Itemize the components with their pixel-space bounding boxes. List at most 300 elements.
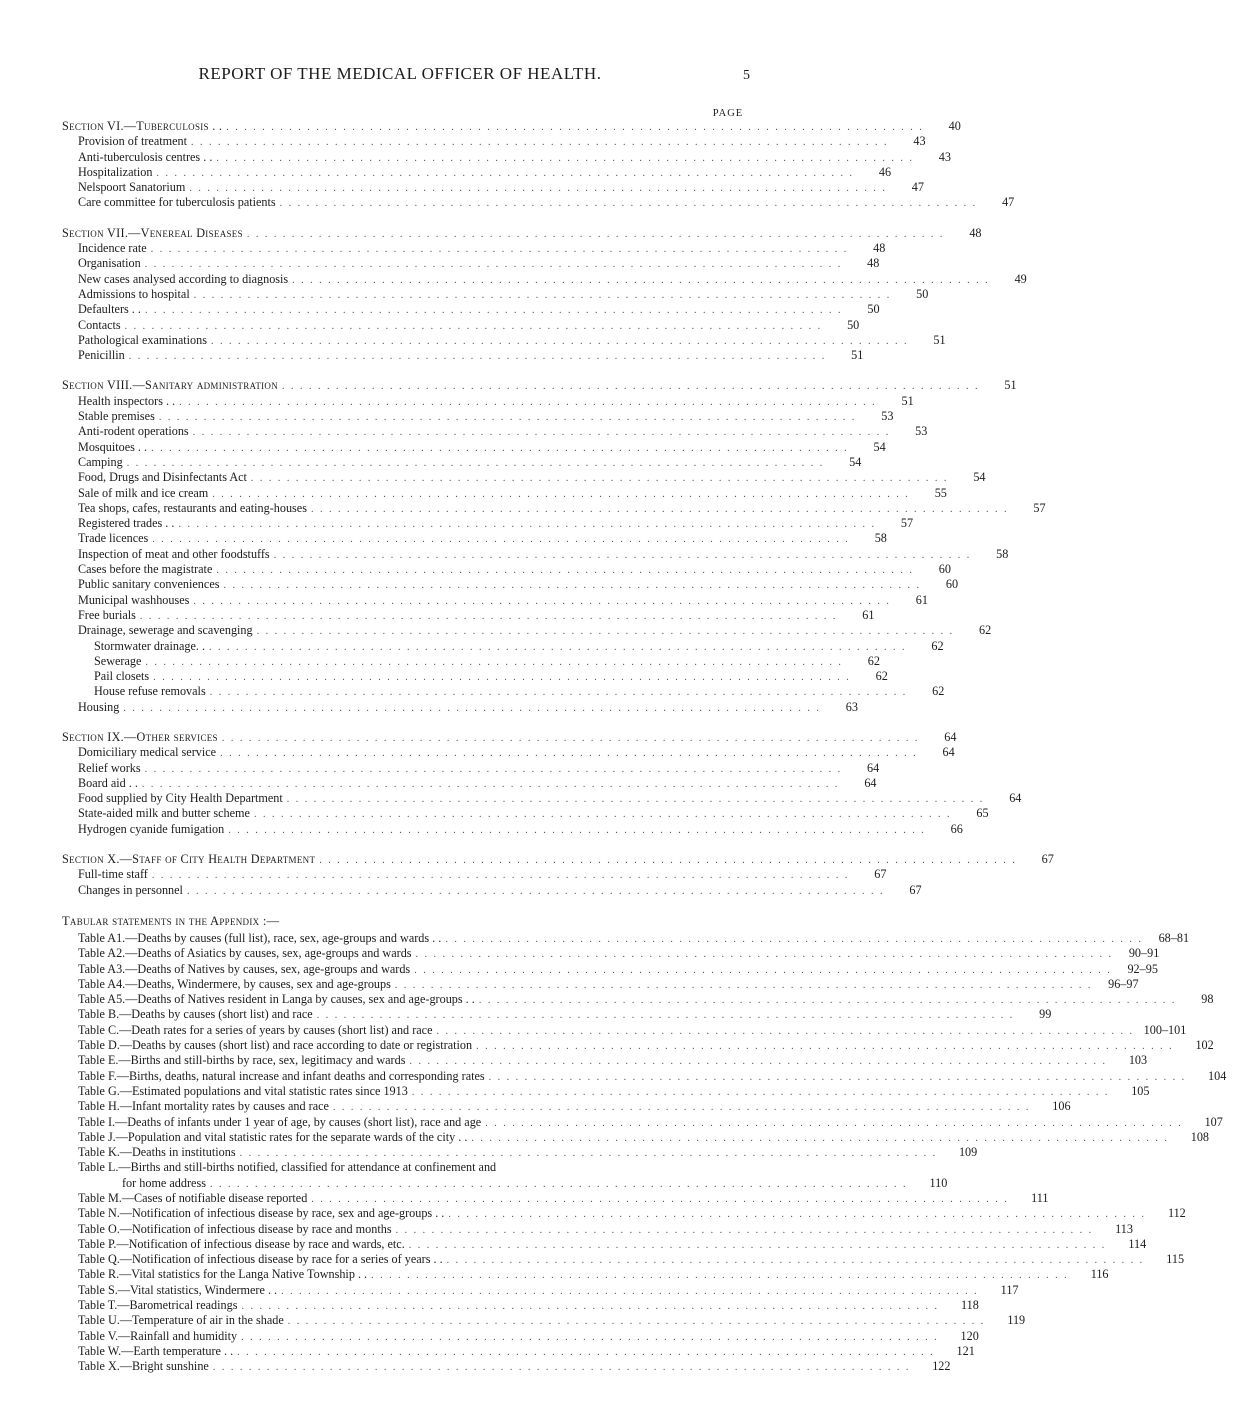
entry-page: 43: [913, 134, 926, 149]
entry-page: 96–97: [1108, 976, 1139, 991]
table-entry: [62, 1298, 979, 1313]
entry-label: Pail closets: [94, 669, 150, 684]
entry-label: Cases before the magistrate: [78, 562, 213, 577]
dot-leader: . . . . . . . . . . . . . . . . . . . . . . . . . . . . . . . . . . . . . . . . . . . . . . . . . . . . . . . . . . . . . . . . . . . . . . . . . . . . . .: [311, 1194, 1009, 1205]
entry-label: Care committee for tuberculosis patients: [78, 195, 276, 210]
entry-page: 61: [862, 607, 875, 622]
dot-leader: . . . . . . . . . . . . . . . . . . . . . . . . . . . . . . . . . . . . . . . . . . . . . . . . . . . . . . . . . . . . . . . . . . . . . . . . . . . . . .: [409, 1056, 1107, 1068]
dot-leader: . . . . . . . . . . . . . . . . . . . . . . . . . . . . . . . . . . . . . . . . . . . . . . . . . . . . . . . . . . . . . . . . . . . . . . . . . . . . . .: [209, 687, 908, 699]
dot-leader: . . . . . . . . . . . . . . . . . . . . . . . . . . . . . . . . . . . . . . . . . . . . . . . . . . . . . . . . . . . . . . . . . . . . . . . . . . . . . .: [216, 565, 914, 577]
dot-leader: . . . . . . . . . . . . . . . . . . . . . . . . . . . . . . . . . . . . . . . . . . . . . . . . . . . . . . . . . . . . . . . . . . . . . . . . . . . . . .: [395, 1224, 1094, 1236]
entry-label: Hydrogen cyanide fumigation: [78, 821, 225, 836]
dot-leader: . . . . . . . . . . . . . . . . . . . . . . . . . . . . . . . . . . . . . . . . . . . . . . . . . . . . . . . . . . . . . . . . . . . . . . . . . . . . . .: [179, 396, 877, 408]
table-of-contents: [62, 119, 1227, 1375]
table-entry: [62, 1221, 1133, 1237]
entry-page: 122: [932, 1359, 951, 1374]
dot-leader: . . . . . . . . . . . . . . . . . . . . . . . . . . . . . . . . . . . . . . . . . . . . . . . . . . . . . . . . . . . . . . . . . . . . . . . . . . . . . .: [144, 259, 843, 271]
dot-leader: . . . . . . . . . . . . . . . . . . . . . . . . . . . . . . . . . . . . . . . . . . . . . . . . . . . . . . . . . . . . . . . . . . . . . . . . . . . . . .: [436, 1025, 1134, 1037]
entry-page: 105: [1131, 1083, 1150, 1098]
entry-label: Table V.—Rainfall and humidity: [78, 1328, 238, 1343]
toc-entry: [62, 164, 892, 180]
entry-label: Contacts: [78, 317, 121, 332]
entry-label: Changes in personnel: [78, 882, 183, 897]
dot-leader: . . . . . . . . . . . . . . . . . . . . . . . . . . . . . . . . . . . . . . . . . . . . . . . . . . . . . . . . . . . . . . . . . . . . . . . . . . . . . .: [151, 870, 850, 882]
entry-page: 119: [1007, 1313, 1026, 1328]
entry-label: Section VI.—Tuberculosis . .: [62, 119, 223, 133]
entry-page: 47: [1002, 195, 1015, 210]
entry-page: 110: [929, 1175, 948, 1190]
toc-entry: [62, 302, 880, 317]
entry-page: 60: [938, 562, 951, 577]
entry-page: 64: [867, 760, 880, 775]
entry-page: 68–81: [1158, 930, 1190, 945]
dot-leader: . . . . . . . . . . . . . . . . . . . . . . . . . . . . . . . . . . . . . . . . . . . . . . . . . . . . . . . . . . . . . . . . . . . . . . . . . . . . . .: [228, 824, 926, 836]
dot-leader: . . . . . . . . . . . . . . . . . . . . . . . . . . . . . . . . . . . . . . . . . . . . . . . . . . . . . . . . . . . . . . . . . . . . . . . . . . . . . .: [189, 183, 887, 195]
table-entry: [62, 1038, 1214, 1053]
table-entry: [62, 1022, 1187, 1038]
entry-label: Housing: [78, 699, 120, 714]
page-header: [0, 64, 800, 88]
table-entry: [62, 1343, 975, 1359]
toc-entry: [62, 623, 992, 638]
table-entry: [62, 1328, 979, 1344]
toc-entry: [62, 134, 926, 149]
dot-leader: . . . . . . . . . . . . . . . . . . . . . . . . . . . . . . . . . . . . . . . . . . . . . . . . . . . . . . . . . . . . . . . . . . . . . . . . . . . . . .: [158, 412, 857, 424]
entry-page: 60: [945, 577, 959, 592]
entry-label: Table A2.—Deaths of Asiatics by causes, sex, age-groups and wards: [78, 946, 412, 961]
dot-leader: . . . . . . . . . . . . . . . . . . . . . . . . . . . . . . . . . . . . . . . . . . . . . . . . . . . . . . . . . . . . . . . . . . . . . . . . . . . . . .: [178, 519, 876, 531]
entry-label: Table C.—Death rates for a series of years by causes (short list) and race: [78, 1022, 433, 1037]
dot-leader: . . . . . . . . . . . . . . . . . . . . . . . . . . . . . . . . . . . . . . . . . . . . . . . . . . . . . . . . . . . . . . . . . . . . . . . . . . . . . .: [123, 702, 821, 714]
entry-page: 53: [881, 409, 894, 424]
entry-label: Table P.—Notification of infectious disease by race and wards, etc.: [78, 1236, 405, 1251]
entry-page: 102: [1195, 1038, 1214, 1053]
dot-leader: . . . . . . . . . . . . . . . . . . . . . . . . . . . . . . . . . . . . . . . . . . . . . . . . . . . . . . . . . . . . . . . . . . . . . . . . . . . . . .: [411, 1086, 1110, 1098]
dot-leader: . . . . . . . . . . . . . . . . . . . . . . . . . . . . . . . . . . . . . . . . . . . . . . . . . . . . . . . . . . . . . . . . . . . . . . . . . . . . . .: [282, 381, 980, 393]
dot-leader: . . . . . . . . . . . . . . . . . . . . . . . . . . . . . . . . . . . . . . . . . . . . . . . . . . . . . . . . . . . . . . . . . . . . . . . . . . . . . .: [156, 167, 854, 179]
dot-leader: . . . . . . . . . . . . . . . . . . . . . . . . . . . . . . . . . . . . . . . . . . . . . . . . . . . . . . . . . . . . . . . . . . . . . . . . . . . . . .: [191, 137, 889, 149]
entry-label: Nelspoort Sanatorium: [78, 180, 186, 195]
entry-page: 47: [911, 180, 924, 195]
dot-leader: . . . . . . . . . . . . . . . . . . . . . . . . . . . . . . . . . . . . . . . . . . . . . . . . . . . . . . . . . . . . . . . . . . . . . . . . . . . . . .: [371, 1270, 1069, 1282]
entry-page: 67: [1041, 852, 1054, 867]
dot-leader: . . . . . . . . . . . . . . . . . . . . . . . . . . . . . . . . . . . . . . . . . . . . . . . . . . . . . . . . . . . . . . . . . . . . . . . . . . . . . .: [316, 1010, 1015, 1022]
entry-label: Public sanitary conveniences: [78, 577, 220, 592]
entry-label: Pathological examinations: [78, 332, 207, 347]
dot-leader: . . . . . . . . . . . . . . . . . . . . . . . . . . . . . . . . . . . . . . . . . . . . . . . . . . . . . . . . . . . . . . . . . . . . . . . . . . . . . .: [253, 809, 952, 821]
toc-entry: [62, 424, 928, 439]
dot-leader: . . . . . . . . . . . . . . . . . . . . . . . . . . . . . . . . . . . . . . . . . . . . . . . . . . . . . . . . . . . . . . . . . . . . . . . . . . . . . .: [216, 152, 914, 164]
toc-entry: [62, 882, 922, 898]
section-heading: [62, 119, 961, 134]
entry-label: Table X.—Bright sunshine: [78, 1359, 209, 1374]
toc-entry: [62, 546, 1009, 562]
dot-leader: . . . . . . . . . . . . . . . . . . . . . . . . . . . . . . . . . . . . . . . . . . . . . . . . . . . . . . . . . . . . . . . . . . . . . . . . . . . . . .: [186, 885, 885, 897]
dot-leader: . . . . . . . . . . . . . . . . . . . . . . . . . . . . . . . . . . . . . . . . . . . . . . . . . . . . . . . . . . . . . . . . . . . . . . . . . . . . . .: [488, 1071, 1187, 1083]
entry-label: Table S.—Vital statistics, Windermere . .: [78, 1282, 278, 1297]
entry-label: Sale of milk and ice cream: [78, 485, 209, 500]
toc-entry: [62, 256, 880, 271]
entry-page: 51: [901, 393, 914, 408]
entry-page: 113: [1115, 1221, 1133, 1236]
section-gap: [62, 363, 758, 378]
entry-label: Table A3.—Deaths of Natives by causes, sex, age-groups and wards: [78, 961, 411, 976]
entry-page: 54: [973, 470, 986, 485]
entry-label: House refuse removals: [94, 684, 206, 699]
entry-page: 50: [847, 317, 860, 332]
table-entry: [62, 1282, 1019, 1298]
page-number: 5: [743, 68, 750, 83]
dot-leader: . . . . . . . . . . . . . . . . . . . . . . . . . . . . . . . . . . . . . . . . . . . . . . . . . . . . . . . . . . . . . . . . . . . . . . . . . . . . . .: [144, 763, 843, 775]
entry-page: 120: [960, 1328, 979, 1343]
table-entry: [62, 1099, 1071, 1114]
page-column-label: PAGE: [712, 108, 744, 119]
dot-leader: . . . . . . . . . . . . . . . . . . . . . . . . . . . . . . . . . . . . . . . . . . . . . . . . . . . . . . . . . . . . . . . . . . . . . . . . . . . . . .: [209, 1178, 908, 1190]
dot-leader: . . . . . . . . . . . . . . . . . . . . . . . . . . . . . . . . . . . . . . . . . . . . . . . . . . . . . . . . . . . . . . . . . . . . . . . . . . . . . .: [212, 488, 910, 500]
toc-entry: [62, 562, 951, 577]
dot-leader: . . . . . . . . . . . . . . . . . . . . . . . . . . . . . . . . . . . . . . . . . . . . . . . . . . . . . . . . . . . . . . . . . . . . . . . . . . . . . .: [241, 1331, 939, 1343]
toc-entry: [62, 531, 887, 546]
table-entry: [62, 1145, 978, 1160]
table-entry: [62, 1129, 1210, 1145]
table-entry: [62, 961, 1158, 977]
entry-page: 90–91: [1128, 946, 1160, 961]
entry-label: Table A5.—Deaths of Natives resident in Langa by causes, sex and age-groups . .: [78, 992, 475, 1007]
section-heading: [62, 852, 1054, 867]
toc-entry: [62, 180, 924, 195]
entry-label: Table U.—Temperature of air in the shade: [78, 1313, 284, 1328]
toc-entry: [62, 745, 955, 760]
entry-label: Organisation: [78, 256, 141, 271]
entry-label: Table A4.—Deaths, Windermere, by causes, sex and age-groups: [78, 976, 391, 991]
section-gap: [62, 211, 758, 226]
section-heading: [62, 378, 1017, 393]
toc-entry: [62, 699, 858, 715]
toc-entry: [62, 485, 947, 501]
entry-page: 46: [878, 164, 892, 179]
entry-page: 57: [900, 516, 914, 531]
entry-label: Registered trades . .: [78, 516, 175, 531]
toc-entry: [62, 241, 886, 256]
entry-label: Section VIII.—Sanitary administration: [62, 378, 279, 393]
entry-label: for home address: [122, 1175, 206, 1190]
toc-section: [62, 378, 1046, 715]
section-heading: [62, 225, 982, 241]
entry-page: 54: [849, 454, 862, 469]
entry-page: 67: [874, 867, 887, 882]
toc-entry: [62, 806, 989, 821]
entry-label: Table N.—Notification of infectious disease by race, sex and age-groups . .: [78, 1206, 445, 1221]
entry-page: 108: [1190, 1129, 1210, 1144]
entry-page: 58: [996, 546, 1009, 561]
toc-entry: [62, 684, 945, 699]
entry-page: 103: [1128, 1053, 1148, 1068]
toc-entry: [62, 271, 1027, 287]
toc-entry: [62, 607, 875, 623]
dot-leader: . . . . . . . . . . . . . . . . . . . . . . . . . . . . . . . . . . . . . . . . . . . . . . . . . . . . . . . . . . . . . . . . . . . . . . . . . . . . . .: [145, 656, 843, 668]
dot-leader: . . . . . . . . . . . . . . . . . . . . . . . . . . . . . . . . . . . . . . . . . . . . . . . . . . . . . . . . . . . . . . . . . . . . . . . . . . . . . .: [239, 1148, 938, 1160]
toc-entry: [62, 821, 963, 837]
entry-label: Penicillin: [78, 348, 125, 363]
entry-label: Anti-rodent operations: [78, 424, 189, 439]
entry-page: 92–95: [1127, 961, 1158, 976]
entry-page: 109: [958, 1145, 978, 1160]
toc-entry: [62, 149, 951, 165]
dot-leader: . . . . . . . . . . . . . . . . . . . . . . . . . . . . . . . . . . . . . . . . . . . . . . . . . . . . . . . . . . . . . . . . . . . . . . . . . . . . . .: [152, 534, 850, 546]
entry-page: 64: [1009, 791, 1022, 806]
entry-page: 66: [950, 821, 963, 836]
entry-label: Table Q.—Notification of infectious disease by race for a series of years . .: [78, 1252, 443, 1267]
table-entry: [62, 1114, 1223, 1130]
entry-page: 106: [1052, 1099, 1071, 1114]
entry-label: Hospitalization: [78, 164, 153, 179]
entry-page: 51: [933, 332, 946, 347]
entry-label: Anti-tuberculosis centres . .: [78, 149, 213, 164]
dot-leader: . . . . . . . . . . . . . . . . . . . . . . . . . . . . . . . . . . . . . . . . . . . . . . . . . . . . . . . . . . . . . . . . . . . . . . . . . . . . . .: [209, 641, 907, 653]
entry-page: 48: [867, 256, 880, 271]
dot-leader: . . . . . . . . . . . . . . . . . . . . . . . . . . . . . . . . . . . . . . . . . . . . . . . . . . . . . . . . . . . . . . . . . . . . . . . . . . . . . .: [281, 1285, 979, 1297]
entry-page: 43: [938, 149, 951, 164]
table-entry: [62, 992, 1214, 1007]
table-entry: [62, 1160, 758, 1175]
entry-label: Trade licences: [78, 531, 149, 546]
dot-leader: . . . . . . . . . . . . . . . . . . . . . . . . . . . . . . . . . . . . . . . . . . . . . . . . . . . . . . . . . . . . . . . . . . . . . . . . . . . . . .: [153, 672, 851, 684]
section-gap: [62, 898, 758, 913]
toc-entry: [62, 577, 959, 592]
dot-leader: . . . . . . . . . . . . . . . . . . . . . . . . . . . . . . . . . . . . . . . . . . . . . . . . . . . . . . . . . . . . . . . . . . . . . . . . . . . . . .: [310, 503, 1009, 515]
dot-leader: . . . . . . . . . . . . . . . . . . . . . . . . . . . . . . . . . . . . . . . . . . . . . . . . . . . . . . . . . . . . . . . . . . . . . . . . . . . . . .: [414, 964, 1112, 976]
entry-label: Municipal washhouses: [78, 592, 190, 607]
entry-page: 118: [961, 1298, 979, 1313]
entry-label: Table R.—Vital statistics for the Langa Native Township . .: [78, 1267, 368, 1282]
entry-label: Section X.—Staff of City Health Department: [62, 852, 316, 867]
entry-page: 58: [874, 531, 887, 546]
entry-page: 99: [1039, 1007, 1052, 1022]
entry-label: Food supplied by City Health Department: [78, 791, 283, 806]
entry-label: Table B.—Deaths by causes (short list) and race: [78, 1007, 313, 1022]
dot-leader: . . . . . . . . . . . . . . . . . . . . . . . . . . . . . . . . . . . . . . . . . . . . . . . . . . . . . . . . . . . . . . . . . . . . . . . . . . . . . .: [446, 1255, 1145, 1267]
entry-page: 62: [931, 638, 944, 653]
entry-label: Section VII.—Venereal Diseases: [62, 225, 243, 240]
dot-leader: . . . . . . . . . . . . . . . . . . . . . . . . . . . . . . . . . . . . . . . . . . . . . . . . . . . . . . . . . . . . . . . . . . . . . . . . . . . . . .: [292, 274, 990, 286]
table-entry: [62, 1007, 1052, 1022]
entry-label: Drainage, sewerage and scavenging: [78, 623, 253, 638]
dot-leader: . . . . . . . . . . . . . . . . . . . . . . . . . . . . . . . . . . . . . . . . . . . . . . . . . . . . . . . . . . . . . . . . . . . . . . . . . . . . . .: [448, 1209, 1146, 1221]
entry-label: Table H.—Infant mortality rates by causes and race: [78, 1099, 329, 1114]
entry-label: Relief works: [78, 760, 141, 775]
toc-entry: [62, 669, 888, 684]
entry-page: 64: [942, 745, 955, 760]
entry-page: 51: [851, 348, 864, 363]
entry-label: Admissions to hospital: [78, 286, 190, 301]
toc-entry: [62, 348, 864, 363]
entry-label: Mosquitoes . .: [78, 439, 148, 454]
dot-leader: . . . . . . . . . . . . . . . . . . . . . . . . . . . . . . . . . . . . . . . . . . . . . . . . . . . . . . . . . . . . . . . . . . . . . . . . . . . . . .: [220, 748, 918, 760]
toc-entry: [62, 760, 880, 776]
dot-leader: . . . . . . . . . . . . . . . . . . . . . . . . . . . . . . . . . . . . . . . . . . . . . . . . . . . . . . . . . . . . . . . . . . . . . . . . . . . . . .: [476, 1041, 1174, 1053]
entry-page: 111: [1031, 1191, 1049, 1205]
entry-label: Table D.—Deaths by causes (short list) and race according to date or registration: [78, 1038, 473, 1053]
table-entry: [62, 1313, 1026, 1328]
entry-label: Food, Drugs and Disinfectants Act: [78, 470, 247, 485]
dot-leader: . . . . . . . . . . . . . . . . . . . . . . . . . . . . . . . . . . . . . . . . . . . . . . . . . . . . . . . . . . . . . . . . . . . . . . . . . . . . . .: [394, 979, 1093, 991]
entry-page: 49: [1014, 271, 1027, 286]
entry-label: Inspection of meat and other foodstuffs: [78, 546, 270, 561]
entry-label: State-aided milk and butter scheme: [78, 806, 250, 821]
entry-label: Table F.—Births, deaths, natural increase and infant deaths and corresponding rates: [78, 1068, 485, 1083]
entry-page: 107: [1204, 1114, 1223, 1129]
entry-label: Stormwater drainage. .: [94, 638, 206, 653]
section-heading: [62, 729, 957, 745]
toc-entry: [62, 195, 1015, 210]
dot-leader: . . . . . . . . . . . . . . . . . . . . . . . . . . . . . . . . . . . . . . . . . . . . . . . . . . . . . . . . . . . . . . . . . . . . . . . . . . . . . .: [193, 289, 892, 301]
entry-label: Table L.—Births and still-births notified, classified for attendance at confinement and: [78, 1160, 497, 1175]
table-entry: [62, 1359, 951, 1374]
entry-label: Sewerage: [94, 653, 142, 668]
entry-page: 62: [867, 653, 880, 668]
dot-leader: . . . . . . . . . . . . . . . . . . . . . . . . . . . . . . . . . . . . . . . . . . . . . . . . . . . . . . . . . . . . . . . . . . . . . . . . . . . . . .: [246, 228, 945, 240]
dot-leader: . . . . . . . . . . . . . . . . . . . . . . . . . . . . . . . . . . . . . . . . . . . . . . . . . . . . . . . . . . . . . . . . . . . . . . . . . . . . . .: [415, 949, 1114, 961]
entry-page: 40: [948, 119, 961, 133]
entry-page: 114: [1128, 1236, 1147, 1251]
entry-page: 54: [873, 439, 886, 454]
dot-leader: . . . . . . . . . . . . . . . . . . . . . . . . . . . . . . . . . . . . . . . . . . . . . . . . . . . . . . . . . . . . . . . . . . . . . . . . . . . . . .: [445, 933, 1143, 945]
entry-page: 115: [1166, 1252, 1185, 1267]
entry-page: 67: [909, 882, 922, 897]
dot-leader: . . . . . . . . . . . . . . . . . . . . . . . . . . . . . . . . . . . . . . . . . . . . . . . . . . . . . . . . . . . . . . . . . . . . . . . . . . . . . .: [128, 351, 827, 363]
entry-page: 53: [915, 424, 928, 439]
entry-label: Table I.—Deaths of infants under 1 year of age, by causes (short list), race and age: [78, 1114, 482, 1129]
dot-leader: . . . . . . . . . . . . . . . . . . . . . . . . . . . . . . . . . . . . . . . . . . . . . . . . . . . . . . . . . . . . . . . . . . . . . . . . . . . . . .: [250, 473, 949, 485]
toc-entry: [62, 454, 862, 470]
table-entry: [62, 1191, 1049, 1206]
toc-entry: [62, 592, 928, 608]
toc-entry: [62, 867, 887, 882]
dot-leader: . . . . . . . . . . . . . . . . . . . . . . . . . . . . . . . . . . . . . . . . . . . . . . . . . . . . . . . . . . . . . . . . . . . . . . . . . . . . . .: [126, 457, 825, 469]
dot-leader: . . . . . . . . . . . . . . . . . . . . . . . . . . . . . . . . . . . . . . . . . . . . . . . . . . . . . . . . . . . . . . . . . . . . . . . . . . . . . .: [273, 549, 972, 561]
toc-entry: [62, 393, 914, 409]
dot-leader: . . . . . . . . . . . . . . . . . . . . . . . . . . . . . . . . . . . . . . . . . . . . . . . . . . . . . . . . . . . . . . . . . . . . . . . . . . . . . .: [223, 580, 921, 592]
dot-leader: . . . . . . . . . . . . . . . . . . . . . . . . . . . . . . . . . . . . . . . . . . . . . . . . . . . . . . . . . . . . . . . . . . . . . . . . . . . . . .: [286, 794, 985, 806]
entry-label: Table M.—Cases of notifiable disease reported: [78, 1191, 308, 1205]
appendix-heading: Tabular statements in the Appendix :—: [62, 913, 280, 928]
dot-leader: . . . . . . . . . . . . . . . . . . . . . . . . . . . . . . . . . . . . . . . . . . . . . . . . . . . . . . . . . . . . . . . . . . . . . . . . . . . . . .: [279, 198, 978, 210]
dot-leader: . . . . . . . . . . . . . . . . . . . . . . . . . . . . . . . . . . . . . . . . . . . . . . . . . . . . . . . . . . . . . . . . . . . . . . . . . . . . . .: [141, 778, 840, 790]
dot-leader: . . . . . . . . . . . . . . . . . . . . . . . . . . . . . . . . . . . . . . . . . . . . . . . . . . . . . . . . . . . . . . . . . . . . . . . . . . . . . .: [210, 335, 909, 347]
entry-page: 50: [916, 286, 929, 301]
toc-entry: [62, 653, 880, 669]
dot-leader: . . . . . . . . . . . . . . . . . . . . . . . . . . . . . . . . . . . . . . . . . . . . . . . . . . . . . . . . . . . . . . . . . . . . . . . . . . . . . .: [144, 305, 843, 317]
table-entry-continuation: [62, 1175, 948, 1191]
entry-label: New cases analysed according to diagnosis: [78, 271, 289, 286]
table-entry: [62, 1206, 1186, 1221]
entry-label: Table O.—Notification of infectious disease by race and months: [78, 1221, 392, 1236]
table-entry: [62, 1267, 1109, 1282]
entry-label: Table T.—Barometrical readings: [78, 1298, 238, 1313]
dot-leader: . . . . . . . . . . . . . . . . . . . . . . . . . . . . . . . . . . . . . . . . . . . . . . . . . . . . . . . . . . . . . . . . . . . . . . . . . . . . . .: [212, 1362, 911, 1374]
toc-entry: [62, 775, 877, 791]
dot-leader: . . . . . . . . . . . . . . . . . . . . . . . . . . . . . . . . . . . . . . . . . . . . . . . . . . . . . . . . . . . . . . . . . . . . . . . . . . . . . .: [192, 427, 891, 439]
toc-entry: [62, 286, 929, 302]
toc-section: [62, 225, 1027, 364]
entry-page: 121: [956, 1343, 975, 1358]
entry-label: Domiciliary medical service: [78, 745, 217, 760]
entry-page: 50: [867, 302, 880, 317]
dot-leader: . . . . . . . . . . . . . . . . . . . . . . . . . . . . . . . . . . . . . . . . . . . . . . . . . . . . . . . . . . . . . . . . . . . . . . . . . . . . . .: [408, 1239, 1107, 1251]
entry-label: Table W.—Earth temperature . .: [78, 1343, 234, 1358]
entry-label: Tea shops, cafes, restaurants and eating-houses: [78, 500, 307, 515]
entry-page: 112: [1167, 1206, 1186, 1221]
entry-label: Defaulters . .: [78, 302, 141, 317]
dot-leader: . . . . . . . . . . . . . . . . . . . . . . . . . . . . . . . . . . . . . . . . . . . . . . . . . . . . . . . . . . . . . . . . . . . . . . . . . . . . . .: [287, 1316, 986, 1328]
toc-entry: [62, 791, 1022, 806]
toc-entry: [62, 500, 1046, 516]
toc-entry: [62, 317, 860, 333]
entry-page: 48: [873, 241, 886, 256]
entry-page: 116: [1090, 1267, 1109, 1282]
dot-leader: . . . . . . . . . . . . . . . . . . . . . . . . . . . . . . . . . . . . . . . . . . . . . . . . . . . . . . . . . . . . . . . . . . . . . . . . . . . . . .: [150, 244, 849, 256]
dot-leader: . . . . . . . . . . . . . . . . . . . . . . . . . . . . . . . . . . . . . . . . . . . . . . . . . . . . . . . . . . . . . . . . . . . . . . . . . . . . . .: [124, 320, 823, 332]
section-gap: [62, 715, 758, 730]
table-entry: [62, 930, 1190, 946]
entry-label: Table J.—Population and vital statistic rates for the separate wards of the city . .: [78, 1129, 468, 1144]
table-entry: [62, 1053, 1148, 1068]
entry-label: Table A1.—Deaths by causes (full list), race, sex, age-groups and wards . .: [78, 930, 442, 945]
entry-page: 55: [934, 485, 947, 500]
toc-entry: [62, 409, 894, 424]
dot-leader: . . . . . . . . . . . . . . . . . . . . . . . . . . . . . . . . . . . . . . . . . . . . . . . . . . . . . . . . . . . . . . . . . . . . . . . . . . . . . .: [478, 995, 1177, 1007]
entry-label: Provision of treatment: [78, 134, 187, 149]
dot-leader: . . . . . . . . . . . . . . . . . . . . . . . . . . . . . . . . . . . . . . . . . . . . . . . . . . . . . . . . . . . . . . . . . . . . . . . . . . . . . .: [256, 626, 955, 638]
entry-page: 65: [976, 806, 989, 821]
entry-label: Section IX.—Other services: [62, 729, 218, 744]
dot-leader: . . . . . . . . . . . . . . . . . . . . . . . . . . . . . . . . . . . . . . . . . . . . . . . . . . . . . . . . . . . . . . . . . . . . . . . . . . . . . .: [139, 610, 838, 622]
entry-label: Board aid . .: [78, 775, 138, 790]
table-entry: [62, 1068, 1227, 1084]
table-entry: [62, 1083, 1150, 1099]
entry-label: Incidence rate: [78, 241, 147, 256]
entry-label: Free burials: [78, 607, 136, 622]
table-entry: [62, 976, 1139, 992]
entry-page: 64: [944, 729, 957, 744]
table-entry: [62, 946, 1160, 961]
entry-page: 117: [1000, 1282, 1019, 1297]
dot-leader: . . . . . . . . . . . . . . . . . . . . . . . . . . . . . . . . . . . . . . . . . . . . . . . . . . . . . . . . . . . . . . . . . . . . . . . . . . . . . .: [226, 122, 924, 133]
dot-leader: . . . . . . . . . . . . . . . . . . . . . . . . . . . . . . . . . . . . . . . . . . . . . . . . . . . . . . . . . . . . . . . . . . . . . . . . . . . . . .: [485, 1117, 1183, 1129]
dot-leader: . . . . . . . . . . . . . . . . . . . . . . . . . . . . . . . . . . . . . . . . . . . . . . . . . . . . . . . . . . . . . . . . . . . . . . . . . . . . . .: [221, 732, 920, 744]
entry-page: 62: [932, 684, 945, 699]
entry-page: 63: [845, 699, 858, 714]
toc-entry: [62, 332, 946, 348]
dot-leader: . . . . . . . . . . . . . . . . . . . . . . . . . . . . . . . . . . . . . . . . . . . . . . . . . . . . . . . . . . . . . . . . . . . . . . . . . . . . . .: [193, 595, 891, 607]
running-title: REPORT OF THE MEDICAL OFFICER OF HEALTH.: [198, 64, 602, 83]
dot-leader: . . . . . . . . . . . . . . . . . . . . . . . . . . . . . . . . . . . . . . . . . . . . . . . . . . . . . . . . . . . . . . . . . . . . . . . . . . . . . .: [332, 1102, 1031, 1114]
entry-page: 61: [915, 592, 928, 607]
entry-page: 51: [1004, 378, 1017, 393]
entry-page: 64: [864, 775, 877, 790]
toc-section: [62, 729, 1022, 837]
entry-page: 98: [1201, 992, 1214, 1007]
toc-section: [62, 119, 1015, 211]
toc-entry: [62, 516, 914, 531]
toc-entry: [62, 439, 886, 455]
entry-label: Health inspectors . .: [78, 393, 176, 408]
entry-page: 62: [979, 623, 992, 638]
dot-leader: . . . . . . . . . . . . . . . . . . . . . . . . . . . . . . . . . . . . . . . . . . . . . . . . . . . . . . . . . . . . . . . . . . . . . . . . . . . . . .: [319, 855, 1017, 867]
entry-page: 48: [969, 225, 982, 240]
dot-leader: . . . . . . . . . . . . . . . . . . . . . . . . . . . . . . . . . . . . . . . . . . . . . . . . . . . . . . . . . . . . . . . . . . . . . . . . . . . . . .: [471, 1132, 1169, 1144]
table-entry: [62, 1252, 1185, 1267]
